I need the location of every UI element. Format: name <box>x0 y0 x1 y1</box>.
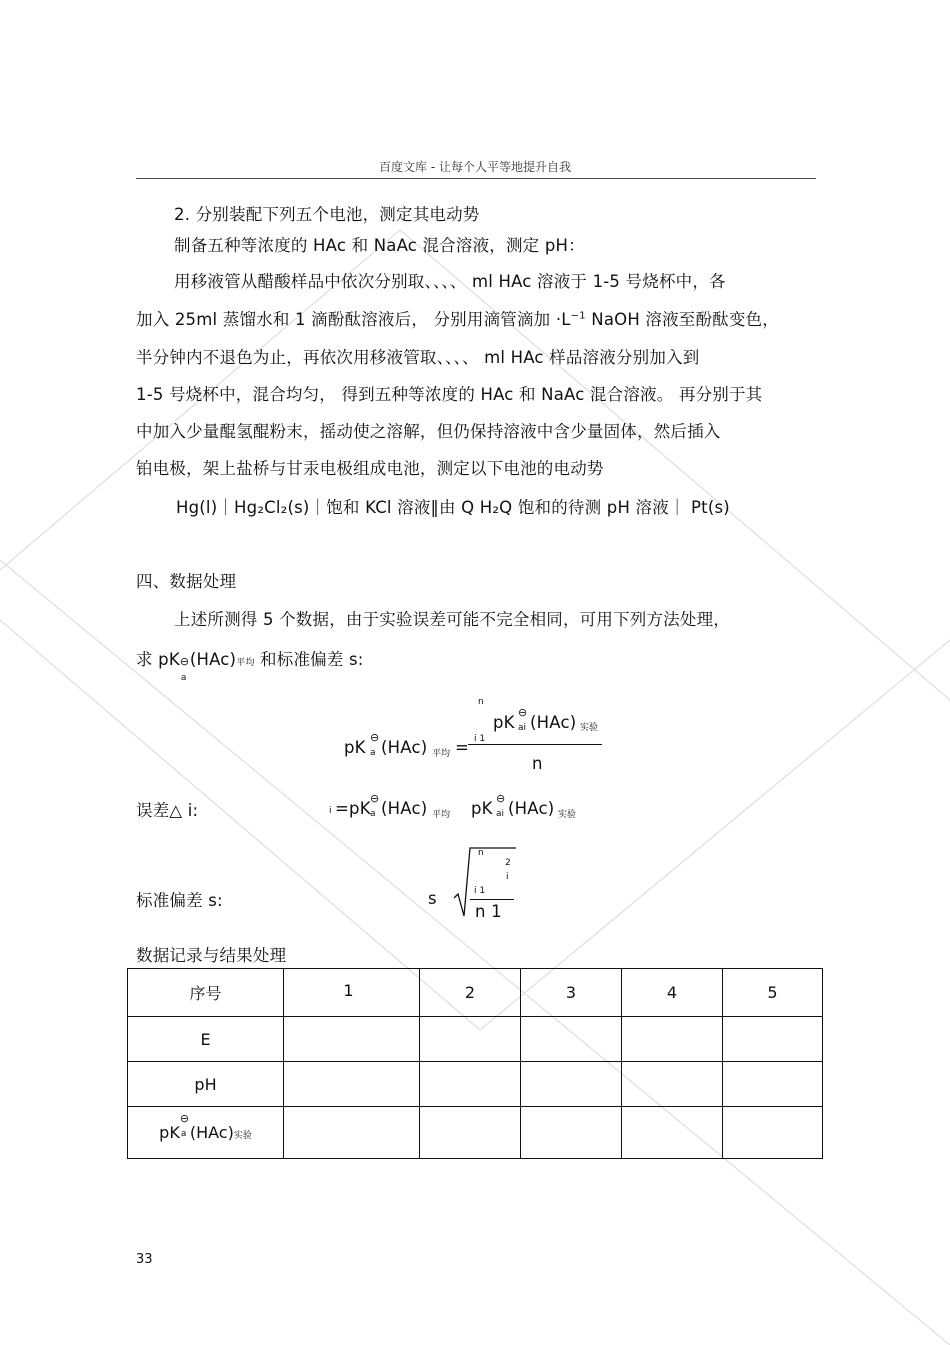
table-cell <box>420 1017 521 1062</box>
formula-text: (HAc) <box>189 1123 234 1142</box>
table-cell <box>723 1062 823 1107</box>
equals-sign: = <box>455 738 470 757</box>
table-cell <box>284 1107 420 1159</box>
paragraph-line: 铂电极，架上盐桥与甘汞电极组成电池，测定以下电池的电动势 <box>136 459 604 478</box>
subscript: i <box>506 872 509 882</box>
theta-symbol: ⊖ <box>496 792 506 805</box>
table-cell <box>284 1017 420 1062</box>
denominator: n <box>532 754 543 773</box>
subscript: i <box>329 806 332 816</box>
paragraph <box>136 646 364 683</box>
table-row <box>128 1107 823 1159</box>
subscript: ai <box>496 809 505 819</box>
denominator: n 1 <box>475 902 502 921</box>
sum-upper-limit: n <box>478 848 484 858</box>
paragraph-line: 用移液管从醋酸样品中依次分别取、、、、 ml HAc 溶液于 1-5 号烧杯中，各 <box>174 272 726 291</box>
table-caption: 数据记录与结果处理 <box>136 946 287 965</box>
formula-text: (HAc) <box>508 799 555 818</box>
table-header-cell: 序号 <box>128 969 284 1017</box>
table-cell <box>521 1062 622 1107</box>
subscript: 实验 <box>558 810 577 820</box>
subscript: a <box>180 673 187 683</box>
theta-symbol: ⊖ <box>370 792 380 805</box>
subscript: a <box>370 748 376 758</box>
table-cell <box>622 1017 723 1062</box>
table-cell <box>622 1107 723 1159</box>
subscript: 实验 <box>580 723 599 733</box>
superscript: 2 <box>505 858 511 868</box>
table-row <box>128 1017 823 1062</box>
table-cell <box>521 1017 622 1062</box>
formula-text: pK <box>159 1123 180 1142</box>
paragraph-line <box>136 306 779 330</box>
table-header-cell: 1 <box>284 969 420 1017</box>
table-cell <box>521 1107 622 1159</box>
table-cell <box>723 1017 823 1062</box>
theta-symbol: ⊖ <box>179 1112 190 1125</box>
row-label <box>128 1107 284 1159</box>
row-label: E <box>128 1017 284 1062</box>
formula-text: pK <box>344 738 366 757</box>
table-header-cell: 3 <box>521 969 622 1017</box>
formula-text: (HAc) <box>530 713 577 732</box>
paragraph: 制备五种等浓度的 HAc 和 NaAc 混合溶液，测定 pH： <box>174 236 585 255</box>
formula-text: pK <box>471 799 493 818</box>
subscript: ai <box>518 723 527 733</box>
theta-symbol: ⊖ <box>179 655 190 668</box>
table-header-cell: 2 <box>420 969 521 1017</box>
table-cell <box>284 1062 420 1107</box>
sum-upper-limit: n <box>478 697 484 707</box>
formula-text: pK <box>493 713 515 732</box>
subscript: 平均 <box>432 810 451 820</box>
theta-symbol: ⊖ <box>370 731 380 744</box>
table-header-row <box>128 969 823 1017</box>
table-cell <box>622 1062 723 1107</box>
paragraph-line: 中加入少量醌氢醌粉末，摇动使之溶解，但仍保持溶液中含少量固体，然后插入 <box>136 422 721 441</box>
formula-text: =pK <box>335 799 371 818</box>
data-table <box>127 968 823 1159</box>
paragraph-line: 半分钟内不退色为止，再依次用移液管取、、、、 ml HAc 样品溶液分别加入到 <box>136 348 700 367</box>
text-run: 和标准偏差 s: <box>254 650 364 669</box>
sum-lower-limit: i 1 <box>474 734 486 744</box>
paragraph: 上述所测得 5 个数据，由于实验误差可能不完全相同，可用下列方法处理， <box>174 610 730 629</box>
table-cell <box>420 1107 521 1159</box>
page-number: 33 <box>136 1252 153 1267</box>
table-cell <box>723 1107 823 1159</box>
paragraph-line: 1-5 号烧杯中，混合均匀， 得到五种等浓度的 HAc 和 NaAc 混合溶液。 再分别于其 <box>136 385 763 404</box>
section-4-heading: 四、数据处理 <box>136 572 237 591</box>
table-cell <box>420 1062 521 1107</box>
superscript: −1 <box>570 310 586 322</box>
subscript: a <box>370 809 376 819</box>
cell-notation: Hg(l)｜Hg₂Cl₂(s)｜饱和 KCl 溶液‖由 Q H₂Q 饱和的待测 pH 溶液｜ Pt(s) <box>176 498 730 517</box>
table-header-cell: 4 <box>622 969 723 1017</box>
formula-text: (HAc) <box>381 799 428 818</box>
page-header: 百度文库 - 让每个人平等地提升自我 <box>379 160 571 174</box>
row-label: pH <box>128 1062 284 1107</box>
theta-symbol: ⊖ <box>518 706 528 719</box>
error-label: 误差△ i: <box>136 801 199 820</box>
subscript: a <box>180 1129 187 1139</box>
table-row <box>128 1062 823 1107</box>
section-2-heading: 2. 分别装配下列五个电池，测定其电动势 <box>174 205 480 224</box>
subscript: 平均 <box>432 749 451 759</box>
subscript: 平均 <box>236 658 255 668</box>
text-run: 加入 25ml 蒸馏水和 1 滴酚酞溶液后， 分别用滴管滴加 ·L <box>136 310 571 329</box>
formula-text: s <box>428 889 437 908</box>
subscript: 实验 <box>233 1131 252 1141</box>
std-label: 标准偏差 s: <box>136 891 223 910</box>
fraction-bar <box>470 899 514 900</box>
formula-text: (HAc) <box>381 738 428 757</box>
fraction-bar <box>468 744 602 745</box>
text-run: NaOH 溶液至酚酞变色， <box>585 310 779 329</box>
text-run: (HAc) <box>189 650 237 669</box>
sum-lower-limit: i 1 <box>474 886 486 896</box>
text-run: 求 pK <box>136 650 180 669</box>
header-divider <box>136 178 816 179</box>
table-header-cell: 5 <box>723 969 823 1017</box>
